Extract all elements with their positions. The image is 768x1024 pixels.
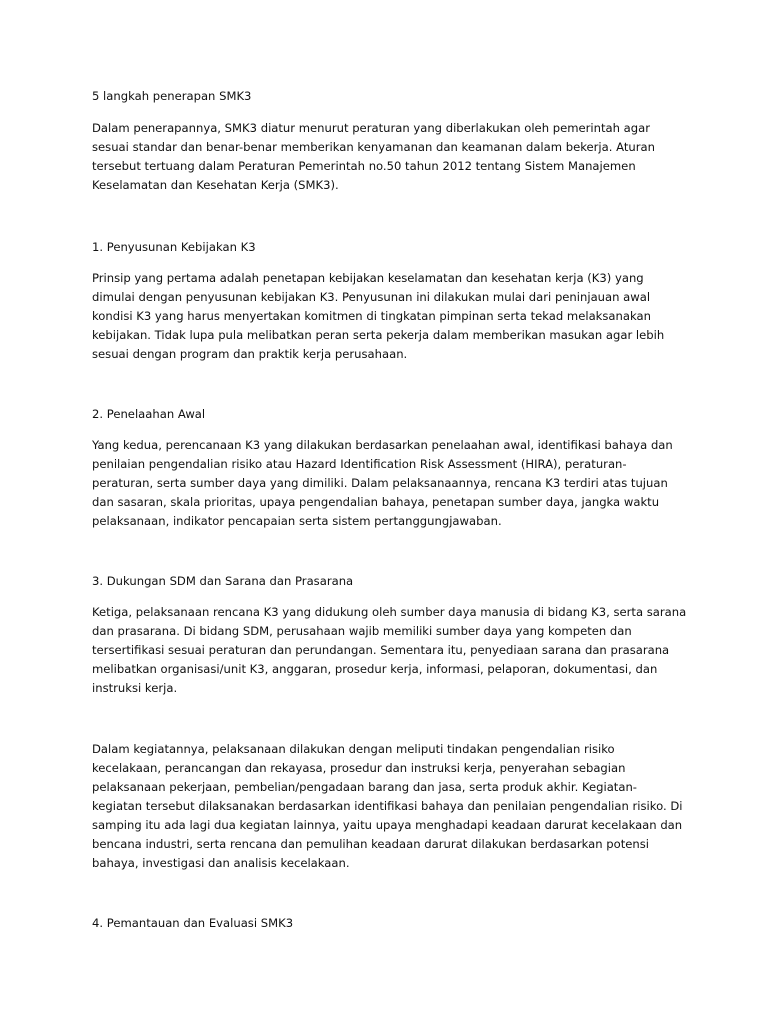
section-heading: 3. Dukungan SDM dan Sarana dan Prasarana [92, 574, 354, 588]
paragraph-line: pelaksanaan, indikator pencapaian serta sistem pertanggungjawaban. [92, 514, 502, 528]
paragraph-line: sesuai dengan program dan praktik kerja perusahaan. [92, 347, 408, 361]
intro-line: Dalam penerapannya, SMK3 diatur menurut peraturan yang diberlakukan oleh pemerintah agar [92, 121, 650, 135]
paragraph-line: Prinsip yang pertama adalah penetapan kebijakan keselamatan dan kesehatan kerja (K3) yang [92, 271, 644, 285]
intro-line: tersebut tertuang dalam Peraturan Pemerintah no.50 tahun 2012 tentang Sistem Manajemen [92, 159, 636, 173]
paragraph-line: kegiatan tersebut dilaksanakan berdasarkan identifikasi bahaya dan penilaian pengendalian risiko. Di [92, 799, 683, 813]
intro-line: sesuai standar dan benar-benar memberikan kenyamanan dan keamanan dalam bekerja. Aturan [92, 140, 655, 154]
paragraph-line: Dalam kegiatannya, pelaksanaan dilakukan dengan meliputi tindakan pengendalian risiko [92, 742, 615, 756]
paragraph-line: pelaksanaan pekerjaan, pembelian/pengadaan barang dan jasa, serta produk akhir. Kegiatan- [92, 780, 637, 794]
paragraph-line: bahaya, investigasi dan analisis kecelakaan. [92, 856, 350, 870]
paragraph-line: kondisi K3 yang harus menyertakan komitmen di tingkatan pimpinan serta tekad melaksanakan [92, 309, 651, 323]
paragraph-line: bencana industri, serta rencana dan pemulihan keadaan darurat dilakukan berdasarkan potensi [92, 837, 650, 851]
paragraph-line: Yang kedua, perencanaan K3 yang dilakukan berdasarkan penelaahan awal, identifikasi bahaya dan [92, 438, 673, 452]
paragraph-line: dan prasarana. Di bidang SDM, perusahaan wajib memiliki sumber daya yang kompeten dan [92, 624, 632, 638]
section-heading: 1. Penyusunan Kebijakan K3 [92, 240, 256, 254]
paragraph-line: peraturan, serta sumber daya yang dimiliki. Dalam pelaksanaannya, rencana K3 terdiri atas tujuan [92, 476, 668, 490]
paragraph-line: samping itu ada lagi dua kegiatan lainnya, yaitu upaya menghadapi keadaan darurat kecelakaan dan [92, 818, 683, 832]
paragraph-line: penilaian pengendalian risiko atau Hazard Identification Risk Assessment (HIRA), peraturan- [92, 457, 627, 471]
paragraph-line: dan sasaran, skala prioritas, upaya pengendalian bahaya, penetapan sumber daya, jangka waktu [92, 495, 660, 509]
document-title: 5 langkah penerapan SMK3 [92, 89, 252, 103]
paragraph-line: tersertifikasi sesuai peraturan dan perundangan. Sementara itu, penyediaan sarana dan prasarana [92, 643, 670, 657]
section-heading: 2. Penelaahan Awal [92, 407, 206, 421]
paragraph-line: dimulai dengan penyusunan kebijakan K3. Penyusunan ini dilakukan mulai dari peninjauan awal [92, 290, 651, 304]
paragraph-line: Ketiga, pelaksanaan rencana K3 yang didukung oleh sumber daya manusia di bidang K3, serta sarana [92, 605, 687, 619]
section-heading: 4. Pemantauan dan Evaluasi SMK3 [92, 916, 294, 930]
paragraph-line: instruksi kerja. [92, 681, 178, 695]
intro-line: Keselamatan dan Kesehatan Kerja (SMK3). [92, 178, 339, 192]
paragraph-line: kecelakaan, perancangan dan rekayasa, prosedur dan instruksi kerja, penyerahan sebagian [92, 761, 626, 775]
paragraph-line: melibatkan organisasi/unit K3, anggaran, prosedur kerja, informasi, pelaporan, dokumentasi, dan [92, 662, 658, 676]
paragraph-line: kebijakan. Tidak lupa pula melibatkan peran serta pekerja dalam memberikan masukan agar lebih [92, 328, 665, 342]
